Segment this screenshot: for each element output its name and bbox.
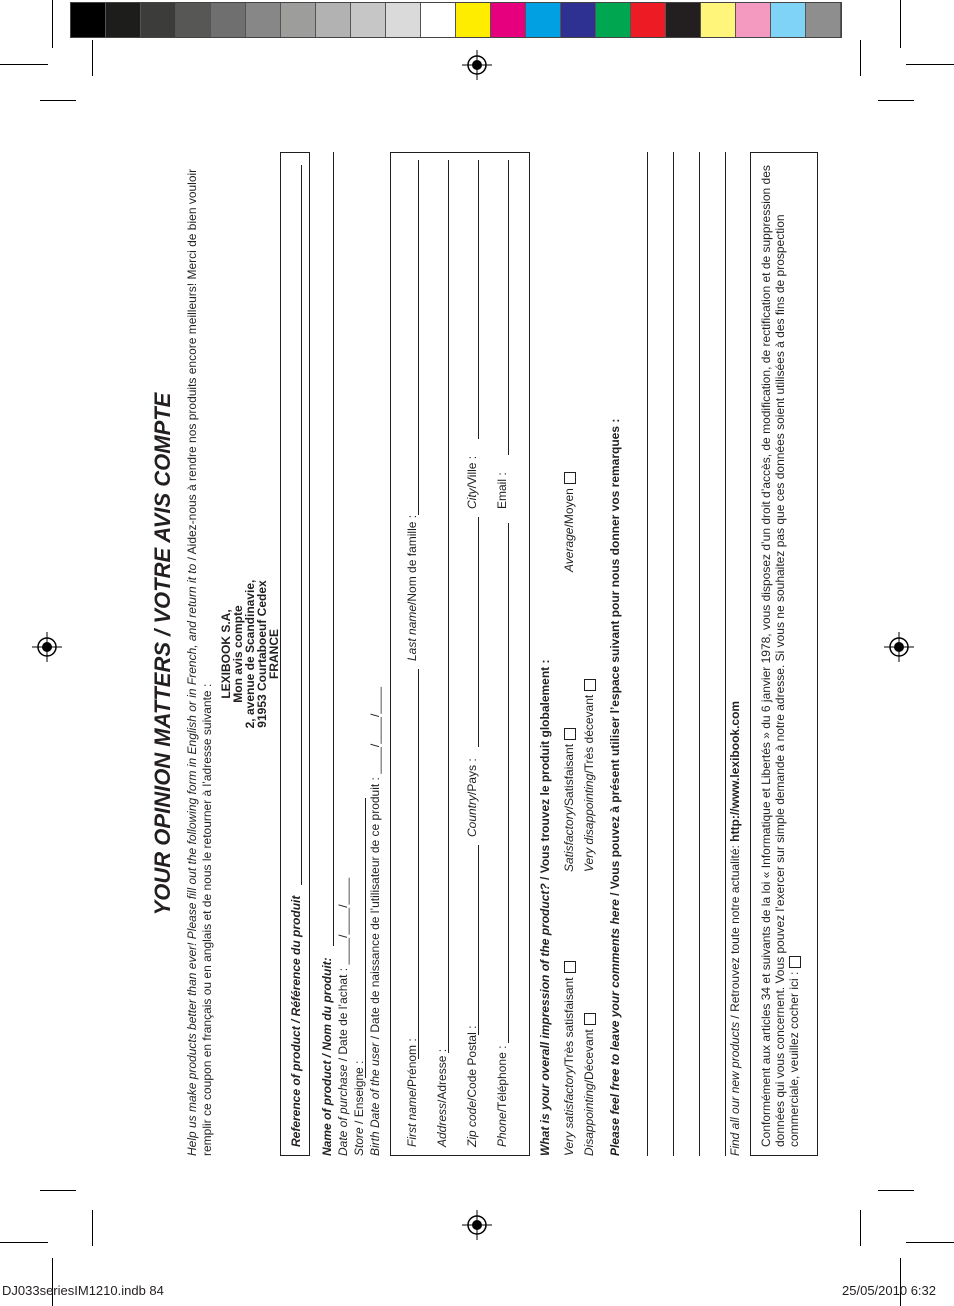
color-swatch	[771, 3, 806, 37]
address-fr: /Adresse :	[435, 1048, 449, 1103]
color-swatch	[526, 3, 561, 37]
mailing-address	[220, 152, 280, 1156]
crop-mark	[40, 100, 76, 101]
email-label: Email :	[495, 472, 509, 509]
crop-mark	[860, 1210, 861, 1246]
store-fr: / Enseigne :	[352, 1060, 366, 1128]
phone-label	[495, 1046, 509, 1147]
form-title: YOUR OPINION MATTERS / VOTRE AVIS COMPTE	[150, 392, 175, 916]
address-line: Mon avis compte	[231, 605, 245, 703]
color-swatch	[491, 3, 526, 37]
opt-dis-en: Disappointing	[582, 1083, 596, 1156]
color-swatch	[806, 3, 841, 37]
city-en: City	[465, 488, 479, 509]
impression-question	[538, 660, 552, 1157]
checkbox[interactable]	[564, 472, 576, 484]
crop-mark	[900, 1258, 901, 1306]
email-field[interactable]	[508, 160, 509, 455]
color-swatch	[631, 3, 666, 37]
legal-notice	[750, 152, 818, 1156]
birth-fr: / Date de naissance de l’utilisateur de ce produit :	[368, 777, 382, 1043]
reference-box	[280, 152, 310, 1156]
crop-mark	[878, 1190, 914, 1191]
news-en: Find all our new products	[728, 1021, 742, 1156]
zip-fr: /Code Postal :	[465, 1025, 479, 1101]
crop-mark	[906, 1242, 954, 1243]
comment-line[interactable]	[725, 152, 726, 1156]
birth-en: Birth Date of the user	[368, 1042, 382, 1156]
crop-mark	[52, 1258, 53, 1306]
opt-very-dis-en: Very disappointing	[582, 773, 596, 872]
comments-fr: / Vous pouvez à présent utiliser l’espace suivant pour nous donner vos remarques :	[608, 418, 622, 900]
footer-date: 25/05/2010 6:32	[842, 1283, 936, 1298]
phone-en: Phone	[495, 1112, 509, 1147]
color-swatch	[386, 3, 421, 37]
intro-french: / Aidez-nous à rendre nos produits encore meilleurs! Merci de bien vouloir remplir ce coupon en français ou en anglais et de nous le retourner à l’adresse suivante :	[185, 168, 214, 1156]
impression-en: What is your overall impression of the product?	[538, 883, 552, 1156]
address-line: LEXIBOOK S.A,	[219, 609, 233, 699]
date-purchase-row	[336, 878, 350, 1156]
color-swatch	[351, 3, 386, 37]
crop-mark	[900, 0, 901, 48]
address-label	[435, 1049, 449, 1147]
last-name-fr: /Nom de famille :	[405, 514, 419, 605]
comments-prompt	[608, 419, 622, 1156]
checkbox[interactable]	[564, 961, 576, 973]
comment-line[interactable]	[673, 152, 674, 1156]
color-swatch	[421, 3, 456, 37]
opt-avg-en: Average	[562, 527, 576, 572]
date-purchase-en: Date of purchase	[336, 1064, 350, 1156]
first-name-field[interactable]	[418, 669, 419, 1059]
address-field[interactable]	[448, 160, 449, 1053]
product-name-label: Name of product / Nom du produit:	[320, 957, 334, 1156]
news-fr: / Retrouvez toute notre actualité:	[728, 841, 742, 1022]
color-swatch	[141, 3, 176, 37]
date-purchase-field[interactable]: ____/____/____	[336, 877, 350, 965]
option-average[interactable]	[562, 472, 576, 572]
country-en: Country	[465, 794, 479, 837]
color-swatch	[211, 3, 246, 37]
intro-english: Help us make products better than ever! Please fill out the following form in English or in French, and return it to	[185, 563, 199, 1156]
country-label	[465, 758, 479, 837]
opt-out-checkbox[interactable]	[789, 956, 801, 968]
color-swatch	[316, 3, 351, 37]
zip-en: Zip code	[465, 1100, 479, 1147]
country-fr: /Pays :	[465, 758, 479, 795]
address-line: 2, avenue de Scandinavie,	[243, 579, 257, 729]
website-link[interactable]: http://www.lexibook.com	[728, 700, 742, 842]
last-name-field[interactable]	[418, 160, 419, 515]
color-swatch	[71, 3, 106, 37]
comments-en: Please feel free to leave your comments here	[608, 899, 622, 1156]
footer-file: DJ033seriesIM1210.indb 84	[2, 1283, 164, 1298]
color-swatch	[561, 3, 596, 37]
legal-text: Conformément aux articles 34 et suivants de la loi « Informatique et Libertés » du 6 janvier 1978, vous disposez d’un droit d’accès, de modification, de rectification et de suppression des données qui vous concernent. Vous pouvez l’exercer sur simple demande à notre adresse. Si vous ne souhaitez pas que ces données soient utilisées à des fins de prospection commerciale, veuillez cocher ici :	[759, 165, 801, 1147]
registration-mark-icon	[32, 632, 62, 662]
city-fr: /Ville :	[465, 455, 479, 489]
checkbox[interactable]	[584, 679, 596, 691]
city-label	[465, 456, 479, 509]
comment-line[interactable]	[647, 152, 648, 1156]
personal-info-box	[390, 152, 530, 1156]
first-name-label	[405, 1038, 419, 1147]
opt-dis-fr: /Décevant	[582, 1029, 596, 1084]
opt-very-sat-en: Very satisfactory	[562, 1067, 576, 1156]
form-intro	[185, 152, 215, 1156]
color-swatch	[596, 3, 631, 37]
color-calibration-bar	[70, 2, 842, 38]
crop-mark	[92, 1210, 93, 1246]
registration-mark-icon	[884, 632, 914, 662]
opt-sat-fr: /Satisfaisant	[562, 743, 576, 810]
zip-label	[465, 1026, 479, 1147]
color-swatch	[281, 3, 316, 37]
impression-fr: / Vous trouvez le produit globalement :	[538, 659, 552, 884]
opt-avg-fr: /Moyen	[562, 488, 576, 528]
option-satisfactory[interactable]	[562, 728, 576, 872]
crop-mark	[52, 0, 53, 48]
color-swatch	[701, 3, 736, 37]
reference-label: Reference of product / Référence du produit	[289, 895, 303, 1147]
registration-mark-icon	[462, 50, 492, 80]
address-en: Address	[435, 1102, 449, 1147]
first-name-fr: /Prénom :	[405, 1038, 419, 1091]
reference-field[interactable]	[301, 165, 302, 885]
comment-line[interactable]	[699, 152, 700, 1156]
option-very-disappointing[interactable]	[582, 679, 596, 872]
crop-mark	[40, 1190, 76, 1191]
first-name-en: First name	[405, 1090, 419, 1147]
option-disappointing[interactable]	[582, 1013, 596, 1156]
last-name-label	[405, 515, 419, 661]
crop-mark	[0, 64, 48, 65]
color-swatch	[736, 3, 771, 37]
country-field[interactable]	[478, 517, 479, 747]
phone-field[interactable]	[508, 523, 509, 1043]
color-swatch	[176, 3, 211, 37]
opt-very-sat-fr: /Très satisfaisant	[562, 977, 576, 1068]
registration-mark-icon	[462, 1210, 492, 1240]
crop-mark	[860, 40, 861, 76]
checkbox[interactable]	[564, 728, 576, 740]
color-swatch	[106, 3, 141, 37]
date-purchase-fr: / Date de l’achat :	[336, 967, 350, 1065]
opt-very-dis-fr: /Très décevant	[582, 694, 596, 774]
store-en: Store	[352, 1127, 366, 1156]
opt-sat-en: Satisfactory	[562, 809, 576, 872]
crop-mark	[0, 1242, 48, 1243]
crop-mark	[878, 100, 914, 101]
checkbox[interactable]	[584, 1013, 596, 1025]
zip-field[interactable]	[478, 845, 479, 1035]
birth-date-field[interactable]: ____/____/____	[368, 687, 382, 774]
product-name-field[interactable]	[333, 152, 334, 946]
option-very-satisfactory[interactable]	[562, 961, 576, 1156]
news-row	[728, 701, 742, 1156]
address-line: 91953 Courtaboeuf Cedex	[255, 580, 269, 728]
birth-row	[368, 687, 382, 1156]
store-field[interactable]	[365, 798, 366, 1078]
opinion-form	[150, 152, 830, 1156]
phone-fr: /Téléphone :	[495, 1045, 509, 1113]
color-swatch	[666, 3, 701, 37]
color-swatch	[246, 3, 281, 37]
crop-mark	[906, 64, 954, 65]
crop-mark	[92, 40, 93, 76]
color-swatch	[456, 3, 491, 37]
city-field[interactable]	[478, 160, 479, 439]
store-row	[352, 1061, 366, 1156]
last-name-en: Last name	[405, 604, 419, 661]
address-line: FRANCE	[267, 629, 281, 679]
